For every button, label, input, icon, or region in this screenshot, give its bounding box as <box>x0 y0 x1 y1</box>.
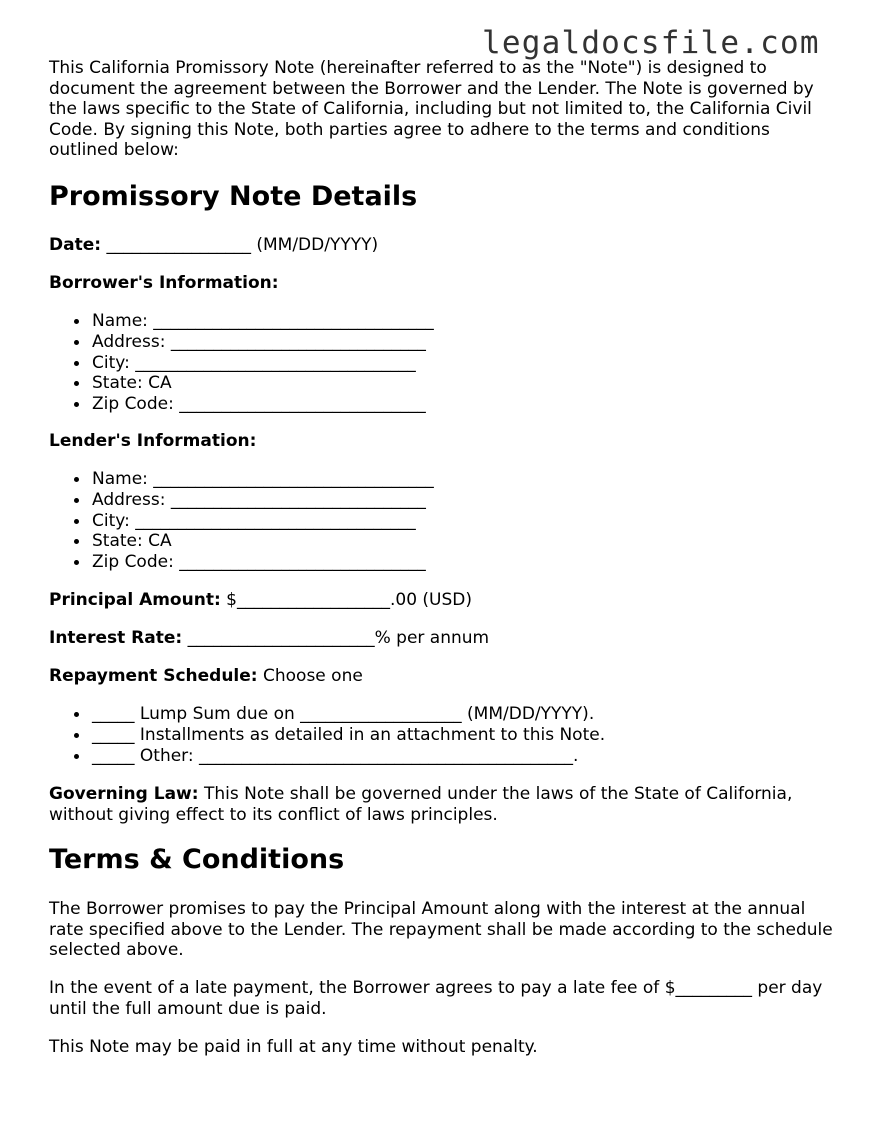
schedule-label: Repayment Schedule: <box>49 666 258 686</box>
governing-label: Governing Law: <box>49 784 199 804</box>
borrower-name-field: Name: _________________________________ <box>92 311 434 331</box>
principal-line <box>49 590 839 611</box>
lender-heading: Lender's Information: <box>49 431 257 451</box>
borrower-fields <box>49 311 434 415</box>
interest-line <box>49 628 839 649</box>
lender-state-field: State: CA <box>92 531 434 552</box>
schedule-option-other: _____ Other: ____________________________________________. <box>92 746 605 767</box>
borrower-address-field: Address: ______________________________ <box>92 332 434 353</box>
terms-paragraph-prepayment: This Note may be paid in full at any time without penalty. <box>49 1037 538 1057</box>
lender-zip-field: Zip Code: _____________________________ <box>92 552 434 573</box>
terms-heading: Terms & Conditions <box>49 844 345 875</box>
schedule-value: Choose one <box>257 666 363 686</box>
lender-fields <box>49 469 434 573</box>
governing-law-paragraph <box>49 784 839 825</box>
lender-address-field: Address: ______________________________ <box>92 490 434 511</box>
schedule-option-installments: _____ Installments as detailed in an attachment to this Note. <box>92 724 606 745</box>
lender-city-field: City: _________________________________ <box>92 511 434 532</box>
lender-name-field: Name: _________________________________ <box>92 469 434 489</box>
intro-paragraph: This California Promissory Note (hereinafter referred to as the "Note") is designed to document the agreement between the Borrower and the Lender. The Note is governed by the laws specific to the State of California, including but not limited to, the California Civil Code. By signing this Note, both parties agree to adhere to the terms and conditions outlined below: <box>49 58 814 161</box>
principal-value: $__________________.00 (USD) <box>220 590 472 610</box>
schedule-option-lump-sum: _____ Lump Sum due on ___________________ (MM/DD/YYYY). <box>92 704 605 725</box>
borrower-zip-field: Zip Code: _____________________________ <box>92 394 434 415</box>
date-label: Date: <box>49 235 102 255</box>
interest-label: Interest Rate: <box>49 628 183 648</box>
borrower-state-field: State: CA <box>92 373 434 394</box>
borrower-city-field: City: _________________________________ <box>92 353 434 374</box>
date-line <box>49 235 839 256</box>
schedule-line <box>49 666 839 687</box>
watermark: legaldocsfile.com <box>482 25 820 61</box>
date-value: _________________ (MM/DD/YYYY) <box>101 235 379 255</box>
interest-value: ______________________% per annum <box>182 628 490 648</box>
terms-paragraph-repayment: The Borrower promises to pay the Principal Amount along with the interest at the annual rate specified above to the Lender. The repayment shall be made according to the schedule selected above. <box>49 899 833 961</box>
borrower-heading: Borrower's Information: <box>49 273 279 293</box>
principal-label: Principal Amount: <box>49 590 221 610</box>
schedule-options <box>49 704 605 766</box>
terms-paragraph-late-fee: In the event of a late payment, the Borrower agrees to pay a late fee of $_________ per day until the full amount due is paid. <box>49 978 823 1019</box>
details-heading: Promissory Note Details <box>49 181 418 212</box>
governing-value: This Note shall be governed under the laws of the State of California, without giving effect to its conflict of laws principles. <box>49 784 793 825</box>
